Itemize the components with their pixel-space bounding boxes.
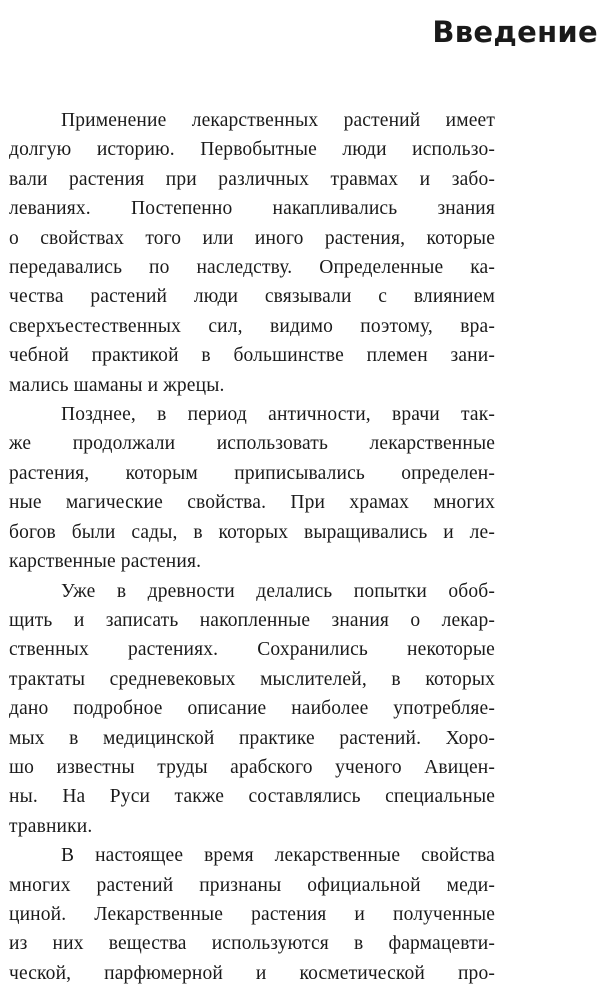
text-line: чебной практикой в большинстве племен зани- <box>9 345 495 367</box>
text-line: трактаты средневековых мыслителей, в которых <box>9 668 495 690</box>
text-line: вали растения при различных травмах и забо- <box>9 168 495 190</box>
text-line: травники. <box>9 815 93 837</box>
text-line: ны. На Руси также составлялись специальные <box>9 786 495 808</box>
text-line: карственные растения. <box>9 551 202 573</box>
chapter-heading: Введение <box>432 15 598 49</box>
text-line: мых в медицинской практике растений. Хоро- <box>9 727 495 749</box>
text-line: ные магические свойства. При храмах многих <box>9 492 495 514</box>
paragraph-1 <box>9 106 495 400</box>
text-line: чества растений люди связывали с влиянием <box>9 286 495 308</box>
text-line: многих растений признаны официальной меди- <box>9 874 495 896</box>
body-text <box>9 106 495 988</box>
text-line: мались шаманы и жрецы. <box>9 374 225 396</box>
text-line: долгую историю. Первобытные люди использо- <box>9 139 495 161</box>
paragraph-3 <box>9 577 495 842</box>
text-line: же продолжали использовать лекарственные <box>9 433 495 455</box>
text-line: сверхъестественных сил, видимо поэтому, вра- <box>9 315 495 337</box>
text-line: леваниях. Постепенно накапливались знания <box>9 198 495 220</box>
text-line: ческой, парфюмерной и косметической про- <box>9 962 495 984</box>
text-line: Уже в древности делались попытки обоб- <box>61 580 495 602</box>
text-line: Применение лекарственных растений имеет <box>61 110 495 131</box>
text-line: из них вещества используются в фармацевти- <box>9 933 495 955</box>
text-line: растения, которым приписывались определен- <box>9 462 495 484</box>
text-line: В настоящее время лекарственные свойства <box>61 845 495 867</box>
text-line: передавались по наследству. Определенные ка- <box>9 257 495 279</box>
text-line: Позднее, в период античности, врачи так- <box>61 404 495 426</box>
text-line: ственных растениях. Сохранились некоторые <box>9 639 495 661</box>
text-line: циной. Лекарственные растения и полученные <box>9 903 495 925</box>
text-line: о свойствах того или иного растения, которые <box>9 227 495 249</box>
paragraph-2 <box>9 400 495 576</box>
text-line: шо известны труды арабского ученого Авицен- <box>9 756 495 778</box>
paragraph-4 <box>9 841 495 988</box>
text-line: дано подробное описание наиболее употребляе- <box>9 698 495 720</box>
text-line: богов были сады, в которых выращивались и ле- <box>9 521 495 543</box>
text-line: щить и записать накопленные знания о лекар- <box>9 609 495 631</box>
